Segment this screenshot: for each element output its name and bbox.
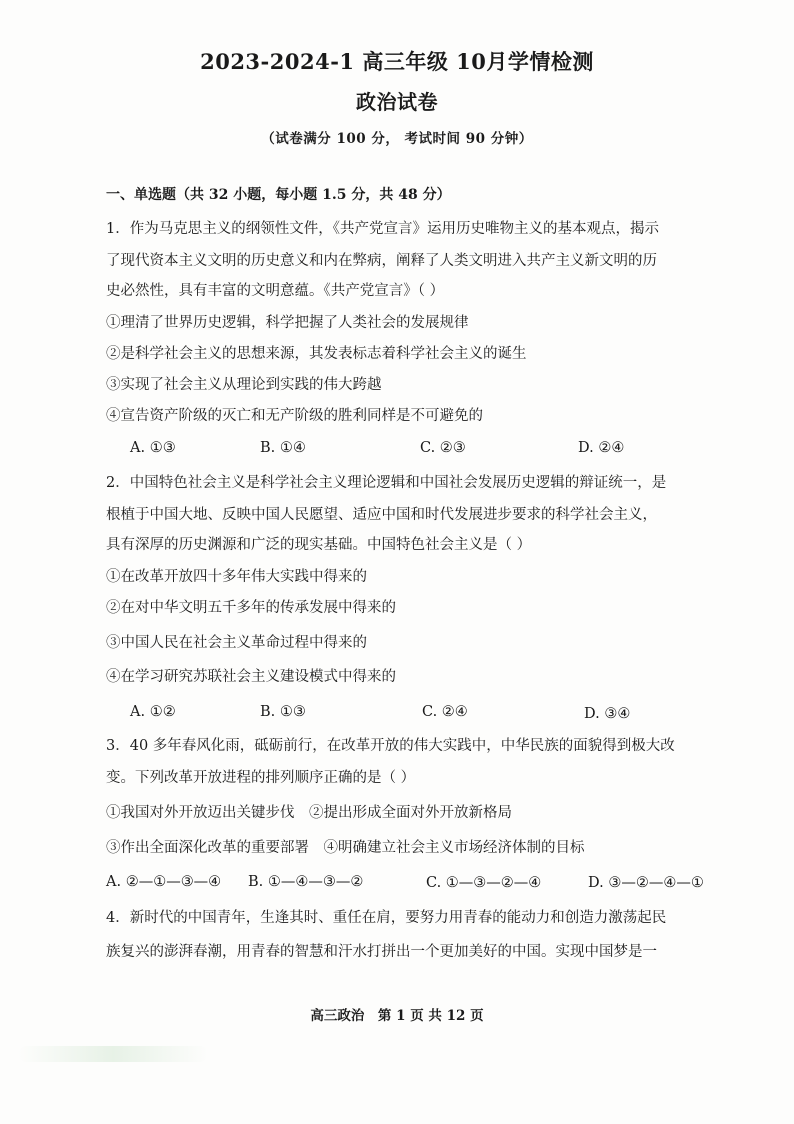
section-heading: 一、单选题（共 32 小题，每小题 1.5 分，共 48 分） [106,187,451,203]
exam-subject: 政治试卷 [356,90,438,114]
exam-note: （试卷满分 100 分， 考试时间 90 分钟） [261,131,533,147]
q2-statement: ③中国人民在社会主义革命过程中得来的 [106,635,367,651]
q2-statement: ④在学习研究苏联社会主义建设模式中得来的 [106,669,396,685]
q2-stem-line: 2．中国特色社会主义是科学社会主义理论逻辑和中国社会发展历史逻辑的辩证统一，是 [106,475,667,491]
q1-option-c: C. ②③ [420,440,466,456]
exam-title: 2023-2024-1 高三年级 10月学情检测 [200,49,594,74]
q1-statement: ②是科学社会主义的思想来源，其发表标志着科学社会主义的诞生 [106,346,527,362]
q2-option-d: D. ③④ [584,706,631,722]
q2-option-b: B. ①③ [260,704,306,720]
q1-statement: ④宣告资产阶级的灭亡和无产阶级的胜利同样是不可避免的 [106,408,483,424]
q1-statement: ③实现了社会主义从理论到实践的伟大跨越 [106,377,382,393]
q3-stem-line: 变。下列改革开放进程的排列顺序正确的是（ ） [106,770,416,786]
q1-option-d: D. ②④ [578,440,625,456]
q1-stem-line: 1．作为马克思主义的纲领性文件，《共产党宣言》运用历史唯物主义的基本观点，揭示 [106,221,659,237]
q3-stem-line: 3．40 多年春风化雨，砥砺前行，在改革开放的伟大实践中，中华民族的面貌得到极大改 [106,738,675,754]
q1-stem-line: 史必然性，具有丰富的文明意蕴。《共产党宣言》（ ） [106,283,445,299]
q2-option-a: A. ①② [130,704,176,720]
q1-option-b: B. ①④ [260,440,306,456]
q3-option-a: A. ②—①—③—④ [106,874,222,890]
q2-option-c: C. ②④ [422,704,468,720]
q2-statement: ②在对中华文明五千多年的传承发展中得来的 [106,600,396,616]
q2-stem-line: 根植于中国大地、反映中国人民愿望、适应中国和时代发展进步要求的科学社会主义， [106,507,657,523]
q3-statement: ①我国对外开放迈出关键步伐 ②提出形成全面对外开放新格局 [106,805,512,821]
q1-statement: ①理清了世界历史逻辑，科学把握了人类社会的发展规律 [106,315,469,331]
q2-statement: ①在改革开放四十多年伟大实践中得来的 [106,569,367,585]
page-footer: 高三政治 第 1 页 共 12 页 [310,1008,484,1024]
q3-option-d: D. ③—②—④—① [588,875,704,891]
q3-statement: ③作出全面深化改革的重要部署 ④明确建立社会主义市场经济体制的目标 [106,840,585,856]
q1-option-a: A. ①③ [130,440,176,456]
scan-smudge [18,1046,208,1062]
q3-option-c: C. ①—③—②—④ [426,875,542,891]
q4-stem-line: 4．新时代的中国青年，生逢其时、重任在肩，要努力用青春的能动力和创造力激荡起民 [106,910,667,926]
q1-stem-line: 了现代资本主义文明的历史意义和内在弊病，阐释了人类文明进入共产主义新文明的历 [106,253,657,269]
q3-option-b: B. ①—④—③—② [248,874,364,890]
q2-stem-line: 具有深厚的历史渊源和广泛的现实基础。中国特色社会主义是（ ） [106,537,532,553]
q4-stem-line: 族复兴的澎湃春潮，用青春的智慧和汗水打拼出一个更加美好的中国。实现中国梦是一 [106,944,657,960]
